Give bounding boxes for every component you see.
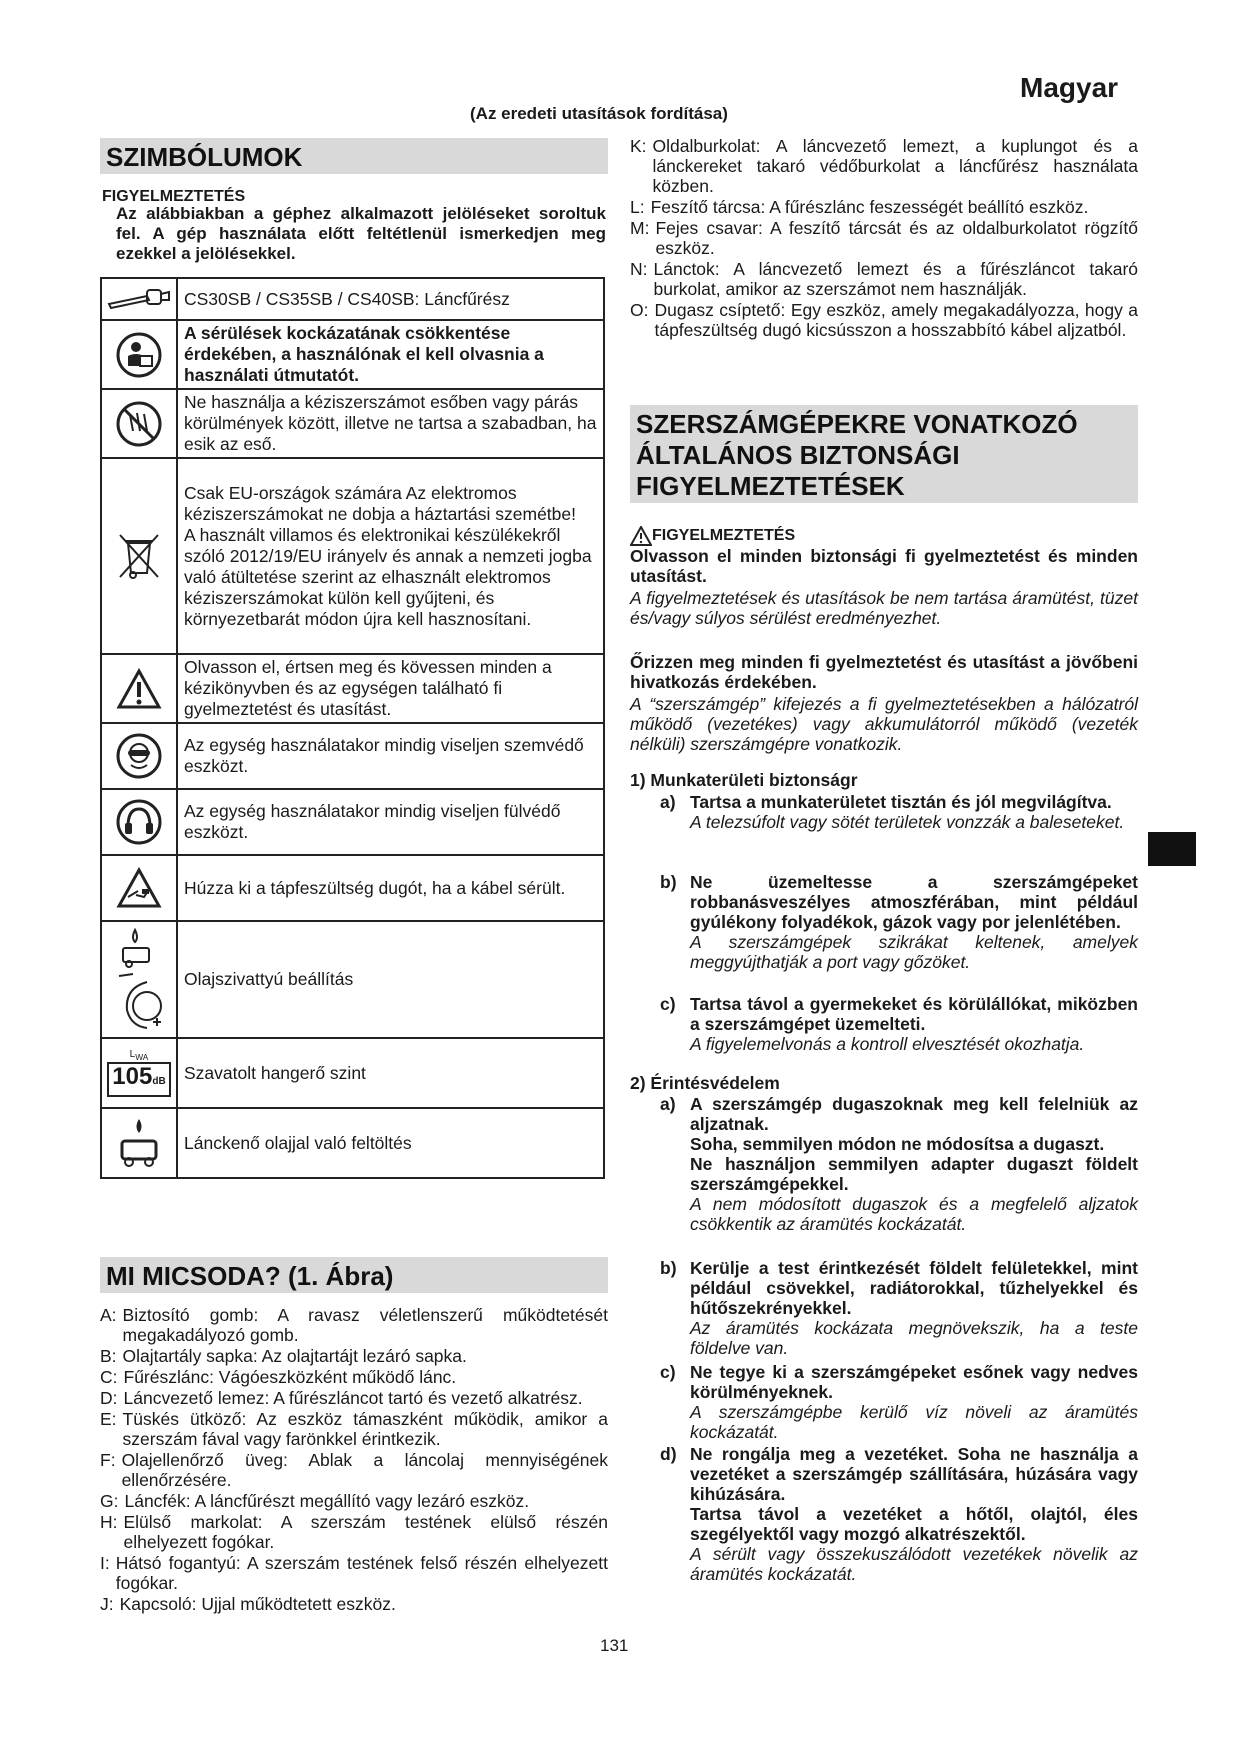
symbol-text: Szavatolt hangerő szint [177, 1038, 604, 1108]
list-item: L: Feszítő tárcsa: A fűrészlánc feszességét beállító eszköz. [630, 197, 1089, 217]
no-rain-icon [101, 389, 177, 458]
symbol-row [101, 723, 604, 789]
symbol-text: Az egység használatakor mindig viseljen fülvédő eszközt. [177, 789, 604, 855]
symbol-text: CS30SB / CS35SB / CS40SB: Láncfűrész [177, 278, 604, 320]
section-1-title: 1) Munkaterületi biztonságr [630, 770, 858, 790]
safety-intro-bold: Olvasson el minden biztonsági fi gyelmeztetést és minden utasítást. [630, 546, 1138, 586]
list-item: B: Olajtartály sapka: Az olajtartájt lezáró sapka. [100, 1346, 467, 1366]
symbols-warning-text: Az alábbiakban a géphez alkalmazott jelöléseket soroltuk fel. A gép használata előtt feltétlenül ismerkedjen meg ezekkel a jelölésekkel. [116, 204, 606, 263]
symbol-row [101, 320, 604, 389]
symbol-row [101, 389, 604, 458]
safety-intro-italic: A figyelmeztetések és utasítások be nem tartása áramütést, tüzet és/vagy súlyos sérülést eredményezhet. [630, 588, 1138, 628]
safety-warning-label: FIGYELMEZTETÉS [630, 526, 795, 546]
list-item: J: Kapcsoló: Ujjal működtetett eszköz. [100, 1594, 396, 1614]
list-item: H: Elülső markolat: A szerszám testének elülső részén elhelyezett fogókar. [100, 1512, 608, 1552]
list-item: N: Lánctok: A láncvezető lemezt és a fűrészláncot takaró burkolat, amikor az szerszámot nem használják. [630, 259, 1138, 299]
safety-heading: SZERSZÁMGÉPEKRE VONATKOZÓ ÁLTALÁNOS BIZTONSÁGI FIGYELMEZTETÉSEK [630, 405, 1138, 503]
symbol-text: Olvasson el, értsen meg és kövessen minden a kézikönyvben és az egységen található fi gyelmeztetést és utasítást. [177, 654, 604, 723]
read-manual-icon [101, 320, 177, 389]
list-item: E: Tüskés ütköző: Az eszköz támaszként működik, amikor a szerszám fával vagy farönkkel érintkezik. [100, 1409, 608, 1449]
symbol-text: Ne használja a kéziszerszámot esőben vagy párás körülmények között, illetve ne tartsa a szabadban, ha esik az eső. [177, 389, 604, 458]
ear-protection-icon [101, 789, 177, 855]
warning-triangle-icon [101, 654, 177, 723]
symbol-row [101, 921, 604, 1038]
list-item: K: Oldalburkolat: A láncvezető lemezt, a kuplungot és a lánckereket takaró védőburkolat a láncfűrész használata közben. [630, 136, 1138, 196]
safety-keep-italic: A “szerszámgép” kifejezés a fi gyelmeztetésekben a hálózatról működő (vezetékes) vagy akkumulátorról működő (vezeték nélküli) szerszámgépre vonatkozik. [630, 694, 1138, 754]
symbol-row [101, 458, 604, 654]
translation-subtitle: (Az eredeti utasítások fordítása) [470, 104, 728, 123]
symbol-row [101, 654, 604, 723]
symbol-row [101, 1038, 604, 1108]
parts-list-right [630, 136, 1138, 341]
symbols-table [100, 277, 605, 1179]
oil-fill-icon [101, 1108, 177, 1178]
safety-keep-bold: Őrizzen meg minden fi gyelmeztetést és utasítást a jövőbeni hivatkozás érdekében. [630, 652, 1138, 692]
list-item: M: Fejes csavar: A feszítő tárcsát és az oldalburkolatot rögzítő eszköz. [630, 218, 1138, 258]
list-item: A: Biztosító gomb: A ravasz véletlenszerű működtetését megakadályozó gomb. [100, 1305, 608, 1345]
symbols-warning-label: FIGYELMEZTETÉS [102, 188, 246, 205]
symbol-row [101, 1108, 604, 1178]
sound-level-icon: $L_{WA}$ 105dB [101, 1038, 177, 1108]
unplug-icon [101, 855, 177, 921]
symbol-text: Olajszivattyú beállítás [177, 921, 604, 1038]
list-item: a) Tartsa a munkaterületet tisztán és jól megvilágítva. A telezsúfolt vagy sötét területek vonzzák a baleseteket. [660, 792, 1125, 832]
symbol-text: Lánckenő olajjal való feltöltés [177, 1108, 604, 1178]
symbol-row [101, 278, 604, 320]
chapter-tab-marker [1148, 832, 1196, 866]
what-is-heading: MI MICSODA? (1. Ábra) [100, 1257, 608, 1293]
symbols-heading: SZIMBÓLUMOK [100, 138, 608, 174]
chainsaw-icon [101, 278, 177, 320]
list-item: I: Hátsó fogantyú: A szerszám testének felső részén elhelyezett fogókar. [100, 1553, 608, 1593]
list-item: b) Ne üzemeltesse a szerszámgépeket robbanásveszélyes atmoszférában, mint például gyúlékony folyadékok, gázok vagy por jelenlétében. A szerszámgépek szikrákat keltenek, amelyek meggyújthatják a port vagy gőzöket. [660, 872, 1138, 972]
language-label: Magyar [1020, 72, 1119, 103]
list-item: O: Dugasz csíptető: Egy eszköz, amely megakadályozza, hogy a tápfeszültség dugó kicsússzon a hosszabbító kábel aljzatból. [630, 300, 1138, 340]
symbol-row [101, 789, 604, 855]
list-item: D: Láncvezető lemez: A fűrészláncot tartó és vezető alkatrész. [100, 1388, 583, 1408]
page-number: 131 [600, 1636, 629, 1655]
symbol-text: Az egység használatakor mindig viseljen szemvédő eszközt. [177, 723, 604, 789]
warning-triangle-icon [630, 526, 652, 546]
list-item: c) Ne tegye ki a szerszámgépeket esőnek vagy nedves körülményeknek. A szerszámgépbe kerülő víz növeli az áramütés kockázatát. [660, 1362, 1138, 1442]
list-item: C: Fűrészlánc: Vágóeszközként működő lánc. [100, 1367, 457, 1387]
weee-bin-icon [101, 458, 177, 654]
list-item: F: Olajellenőrző üveg: Ablak a láncolaj mennyiségének ellenőrzésére. [100, 1450, 608, 1490]
list-item: d) Ne rongálja meg a vezetéket. Soha ne használja a vezetéket a szerszámgép szállítására, húzására vagy kihúzására. Tartsa távol a vezetéket a hőtől, olajtól, éles szegélyektől vagy mozgó alkatrészektől. A sérült vagy összekuszálódott vezetékek növelik az áramütés kockázatát. [660, 1444, 1138, 1584]
symbol-text: Csak EU-országok számára Az elektromos kéziszerszámokat ne dobja a háztartási szemétbe! A használt villamos és elektronikai készülékekről szóló 2012/19/EU irányelv és annak a nemzeti jogba való átültetése szerint az elhasznált elektromos kéziszerszámokat külön kell gyűjteni, és környezetbarát módon újra kell hasznosítani. [177, 458, 604, 654]
symbol-text: Húzza ki a tápfeszültség dugót, ha a kábel sérült. [177, 855, 604, 921]
list-item: a) A szerszámgép dugaszoknak meg kell felelniük az aljzatnak. Soha, semmilyen módon ne módosítsa a dugaszt. Ne használjon semmilyen adapter dugaszt földelt szerszámgépekkel. A nem módosított dugaszok és a megfelelő aljzatok csökkentik az áramütés kockázatát. [660, 1094, 1138, 1234]
section-2-title: 2) Érintésvédelem [630, 1073, 780, 1093]
list-item: c) Tartsa távol a gyermekeket és körülállókat, miközben a szerszámgépet üzemelteti. A figyelemelvonás a kontroll elvesztését okozhatja. [660, 994, 1138, 1054]
eye-protection-icon [101, 723, 177, 789]
parts-list-left [100, 1305, 608, 1615]
oil-pump-adjust-icon [101, 921, 177, 1038]
symbol-text: A sérülések kockázatának csökkentése érdekében, a használónak el kell olvasnia a használati útmutatót. [177, 320, 604, 389]
list-item: G: Láncfék: A láncfűrészt megállító vagy lezáró eszköz. [100, 1491, 530, 1511]
symbol-row [101, 855, 604, 921]
list-item: b) Kerülje a test érintkezését földelt felületekkel, mint például csövekkel, radiátorokkal, tűzhelyekkel és hűtőszekrényekkel. Az áramütés kockázata megnövekszik, ha a teste földelve van. [660, 1258, 1138, 1358]
